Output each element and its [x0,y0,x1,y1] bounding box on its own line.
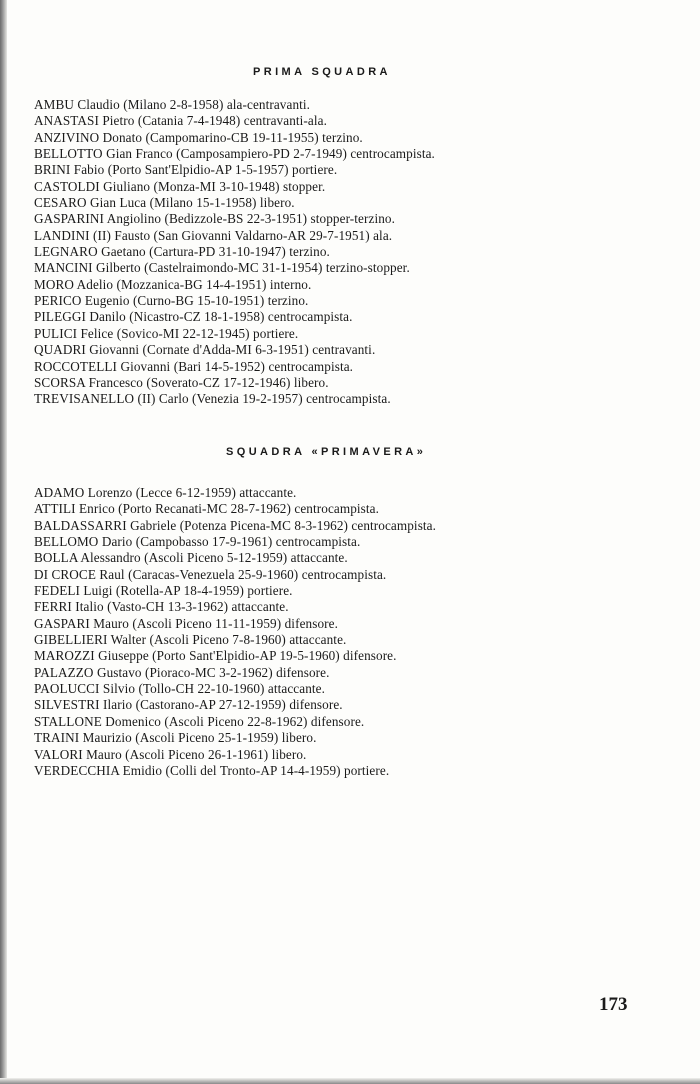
player-entry: CESARO Gian Luca (Milano 15-1-1958) libero. [34,195,295,211]
player-entry: PAOLUCCI Silvio (Tollo-CH 22-10-1960) attaccante. [34,681,326,697]
player-entry: GIBELLIERI Walter (Ascoli Piceno 7-8-1960) attaccante. [34,632,347,648]
section-title: SQUADRA «PRIMAVERA» [226,446,427,458]
player-entry: DI CROCE Raul (Caracas-Venezuela 25-9-1960) centrocampista. [34,566,387,582]
player-entry: MANCINI Gilberto (Castelraimondo-MC 31-1-1954) terzino-stopper. [34,260,410,276]
player-entry: BALDASSARRI Gabriele (Potenza Picena-MC 8-3-1962) centrocampista. [34,517,437,533]
player-entry: SILVESTRI Ilario (Castorano-AP 27-12-1959) difensore. [34,697,343,713]
player-entry: QUADRI Giovanni (Cornate d'Adda-MI 6-3-1951) centravanti. [34,342,376,358]
page-bottom-edge [0,1078,700,1084]
player-entry: PILEGGI Danilo (Nicastro-CZ 18-1-1958) centrocampista. [34,309,353,325]
player-entry: AMBU Claudio (Milano 2-8-1958) ala-centravanti. [34,97,311,112]
player-entry: GASPARINI Angiolino (Bedizzole-BS 22-3-1951) stopper-terzino. [34,211,396,227]
player-entry: TRAINI Maurizio (Ascoli Piceno 25-1-1959) libero. [34,730,317,746]
player-entry: BELLOTTO Gian Franco (Camposampiero-PD 2-7-1949) centrocampista. [34,146,435,162]
player-entry: PULICI Felice (Sovico-MI 22-12-1945) portiere. [34,325,299,341]
player-entry: PALAZZO Gustavo (Pioraco-MC 3-2-1962) difensore. [34,664,330,680]
player-entry: BRINI Fabio (Porto Sant'Elpidio-AP 1-5-1957) portiere. [34,162,338,178]
page-binding-edge [0,0,7,1084]
player-entry: BOLLA Alessandro (Ascoli Piceno 5-12-1959) attaccante. [34,550,348,566]
player-entry: PERICO Eugenio (Curno-BG 15-10-1951) terzino. [34,293,309,309]
player-entry: LEGNARO Gaetano (Cartura-PD 31-10-1947) terzino. [34,244,330,260]
player-entry: SCORSA Francesco (Soverato-CZ 17-12-1946) libero. [34,374,329,390]
player-entry: GASPARI Mauro (Ascoli Piceno 11-11-1959) difensore. [34,615,338,631]
player-entry: MAROZZI Giuseppe (Porto Sant'Elpidio-AP 19-5-1960) difensore. [34,648,397,664]
player-entry: VERDECCHIA Emidio (Colli del Tronto-AP 14-4-1959) portiere. [34,762,390,778]
player-entry: FEDELI Luigi (Rotella-AP 18-4-1959) portiere. [34,583,293,599]
player-entry: ROCCOTELLI Giovanni (Bari 14-5-1952) centrocampista. [34,358,354,374]
player-list [34,485,436,779]
player-entry: ANZIVINO Donato (Campomarino-CB 19-11-1955) terzino. [34,129,363,145]
player-entry: LANDINI (II) Fausto (San Giovanni Valdarno-AR 29-7-1951) ala. [34,227,393,243]
player-entry: STALLONE Domenico (Ascoli Piceno 22-8-1962) difensore. [34,713,365,729]
player-entry: ATTILI Enrico (Porto Recanati-MC 28-7-1962) centrocampista. [34,501,380,517]
player-entry: MORO Adelio (Mozzanica-BG 14-4-1951) interno. [34,276,312,292]
player-entry: BELLOMO Dario (Campobasso 17-9-1961) centrocampista. [34,534,361,550]
page-number: 173 [599,994,628,1015]
player-entry: ANASTASI Pietro (Catania 7-4-1948) centravanti-ala. [34,113,327,129]
player-entry: ADAMO Lorenzo (Lecce 6-12-1959) attaccante. [34,485,297,500]
player-entry: FERRI Italio (Vasto-CH 13-3-1962) attaccante. [34,599,289,615]
player-list [34,97,435,408]
section-title: PRIMA SQUADRA [253,66,391,78]
player-entry: VALORI Mauro (Ascoli Piceno 26-1-1961) libero. [34,746,307,762]
player-entry: TREVISANELLO (II) Carlo (Venezia 19-2-1957) centrocampista. [34,391,391,407]
player-entry: CASTOLDI Giuliano (Monza-MI 3-10-1948) stopper. [34,178,326,194]
